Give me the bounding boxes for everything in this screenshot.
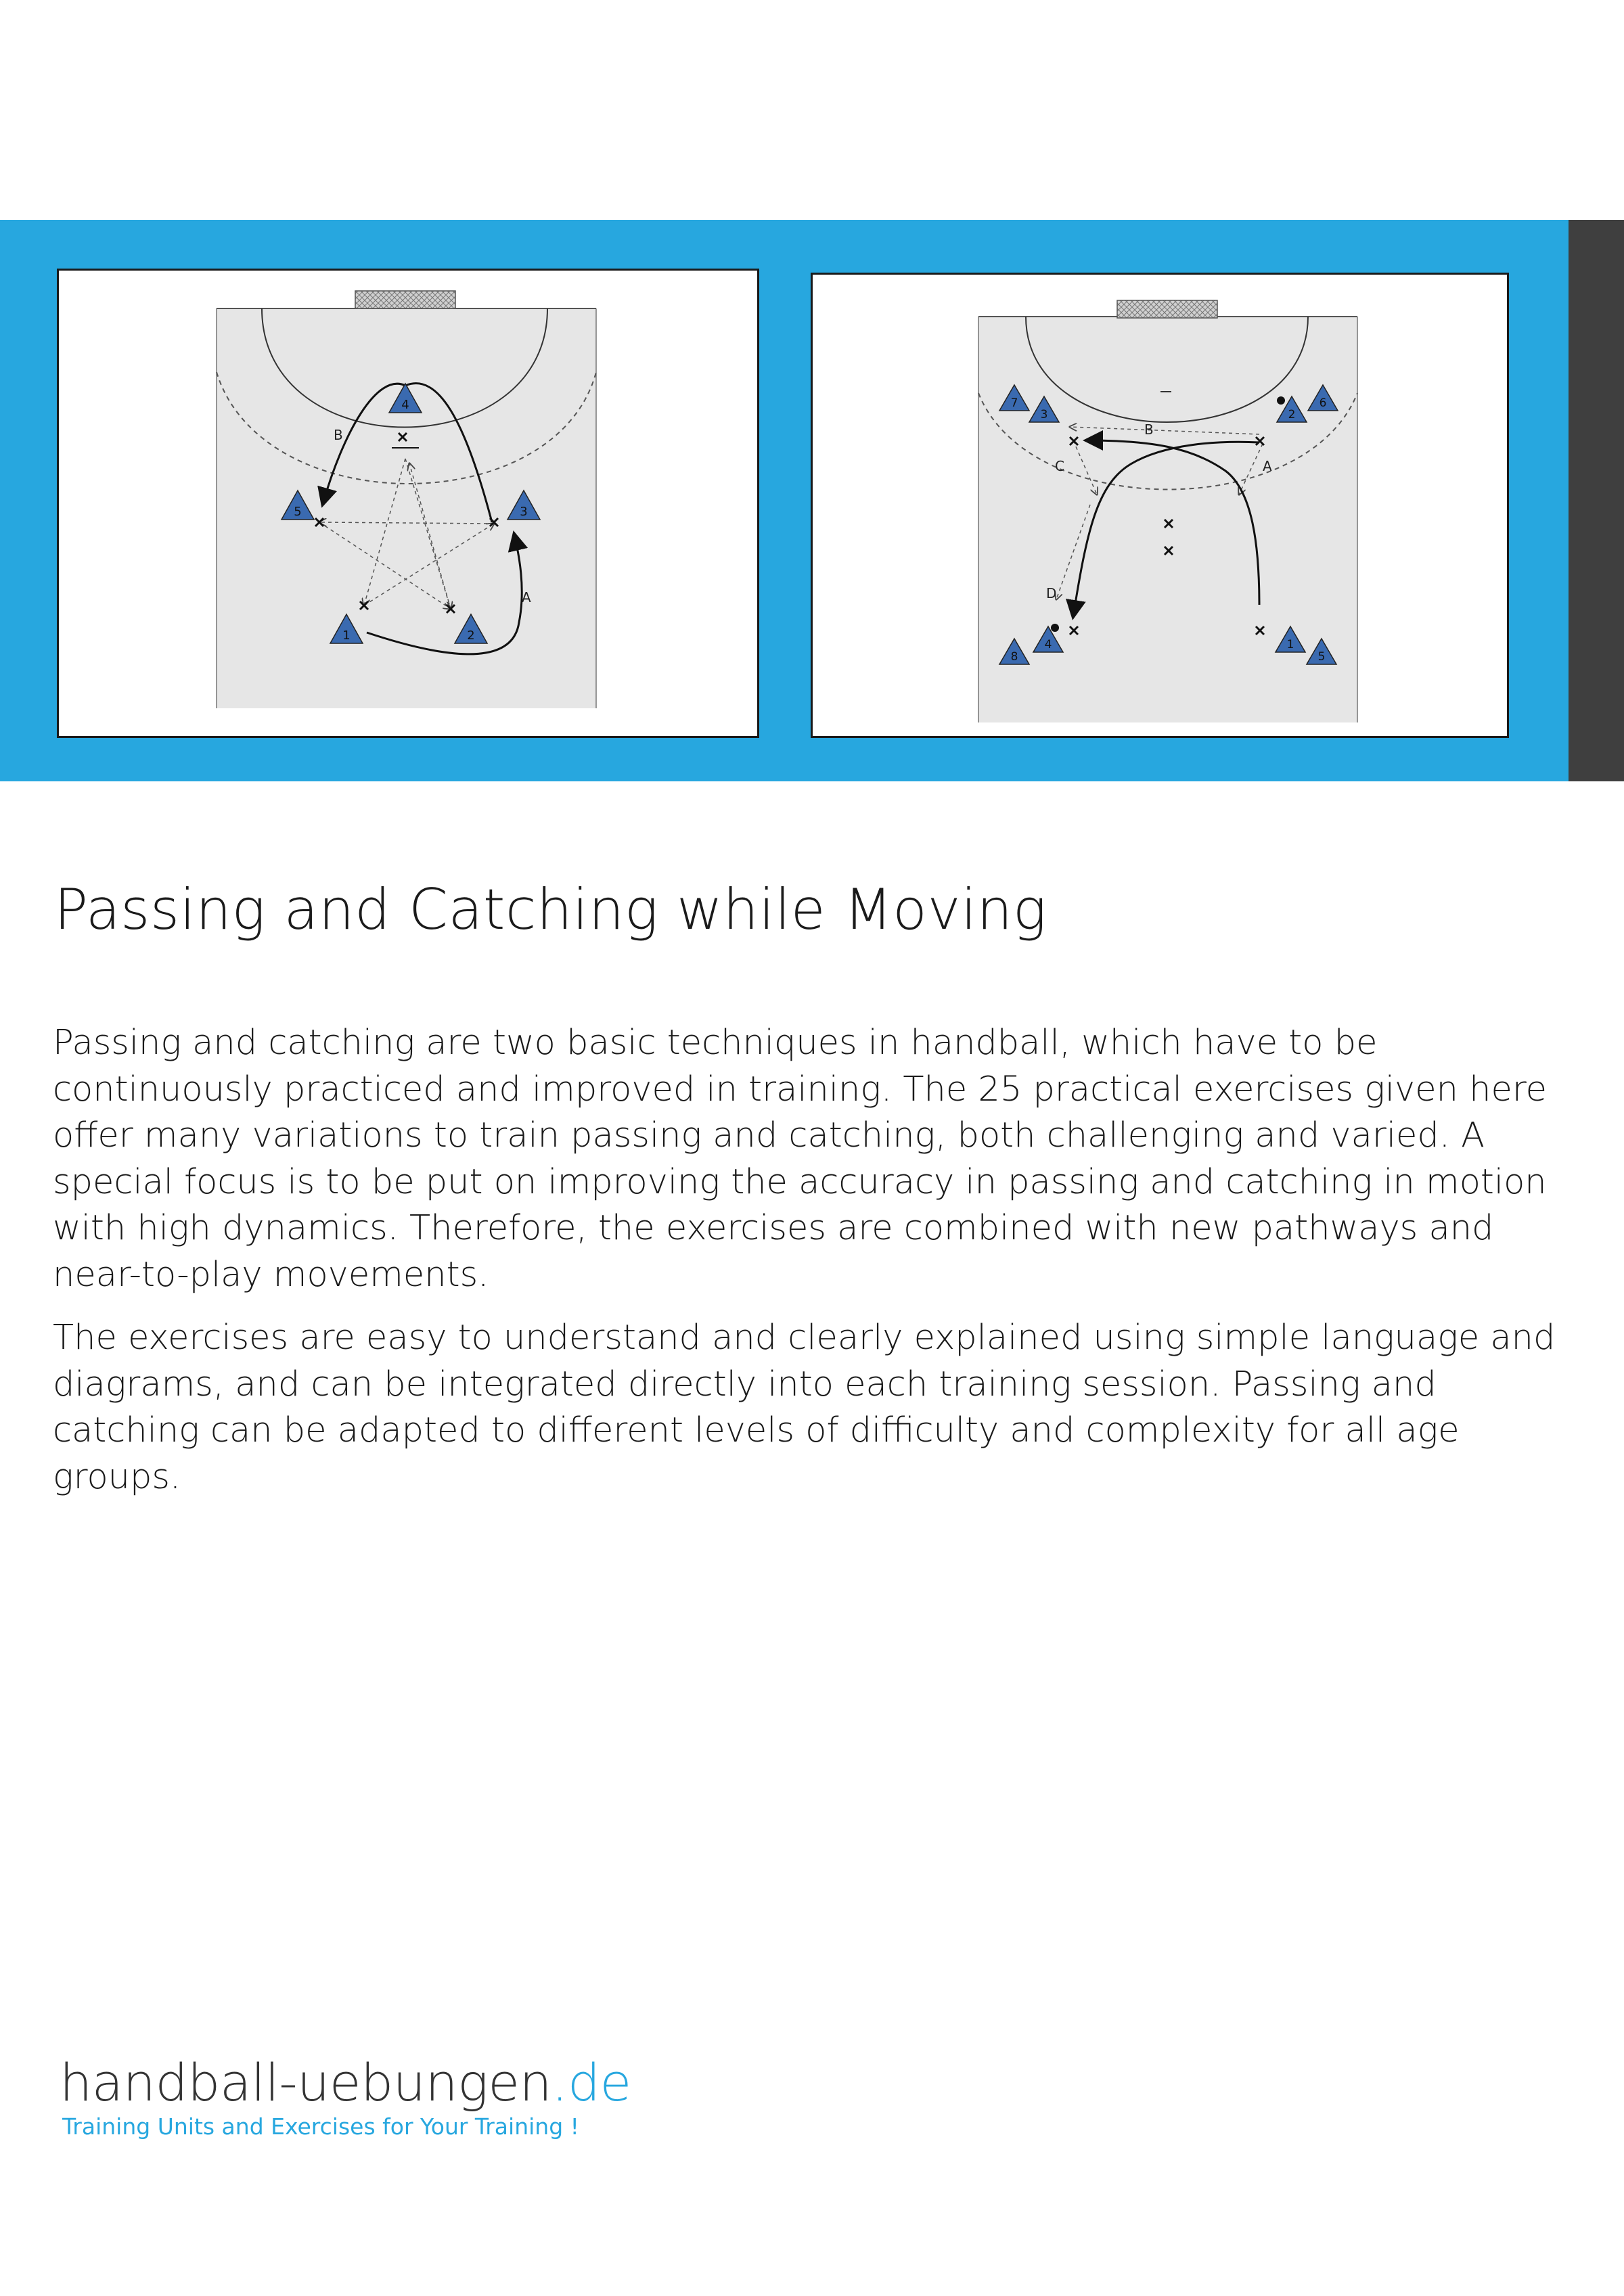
goal-net — [1117, 300, 1217, 318]
text-line: special focus is to be put on improving the accuracy in passing and catching in motion — [53, 1162, 1547, 1202]
svg-text:1: 1 — [342, 628, 351, 643]
svg-text:1: 1 — [1286, 638, 1294, 651]
banner-side-strip — [1569, 220, 1624, 781]
text-line: The exercises are easy to understand and clearly explained using simple language and — [53, 1318, 1556, 1358]
court-diagram-left — [59, 271, 761, 740]
diagram-panel-left — [57, 269, 759, 738]
brand-tagline: Training Units and Exercises for Your Training ! — [62, 2113, 579, 2140]
svg-text:8: 8 — [1010, 650, 1018, 664]
brand-logo[interactable] — [60, 2052, 631, 2113]
text-line: near-to-play movements. — [53, 1254, 489, 1295]
path-label: C — [1055, 458, 1064, 474]
ball — [1277, 396, 1285, 405]
court-diagram-right — [813, 275, 1511, 740]
path-label: A — [522, 589, 531, 605]
path-label: D — [1046, 585, 1057, 601]
goal-net — [355, 291, 455, 308]
svg-text:2: 2 — [467, 628, 475, 643]
text-line: Passing and catching are two basic techniques in handball, which have to be — [53, 1023, 1378, 1063]
path-label: B — [1144, 421, 1154, 438]
text-line: continuously practiced and improved in training. The 25 practical exercises given here — [53, 1069, 1548, 1109]
ball — [1051, 624, 1059, 632]
text-line: diagrams, and can be integrated directly into each training session. Passing and — [53, 1364, 1437, 1404]
court-area — [217, 308, 596, 708]
brand-tld: .de — [551, 2052, 631, 2113]
page-title: Passing and Catching while Moving — [54, 877, 1047, 942]
text-line: groups. — [53, 1456, 181, 1497]
svg-text:3: 3 — [520, 505, 528, 519]
svg-text:3: 3 — [1040, 408, 1048, 421]
svg-text:5: 5 — [294, 505, 302, 519]
diagram-panel-right — [811, 273, 1509, 738]
text-line: with high dynamics. Therefore, the exercises are combined with new pathways and — [53, 1208, 1494, 1248]
svg-text:2: 2 — [1288, 408, 1296, 421]
svg-text:5: 5 — [1317, 650, 1326, 664]
court-area — [978, 317, 1357, 722]
text-line: offer many variations to train passing and catching, both challenging and varied. A — [53, 1116, 1485, 1155]
path-label: A — [1263, 458, 1272, 474]
svg-text:7: 7 — [1010, 396, 1018, 410]
svg-text:4: 4 — [1044, 638, 1052, 651]
path-label: B — [334, 427, 343, 443]
second-paragraph — [53, 1315, 1555, 1500]
diagram-banner — [0, 220, 1624, 781]
svg-text:6: 6 — [1319, 396, 1327, 410]
text-line: catching can be adapted to different levels of difficulty and complexity for all age — [53, 1410, 1460, 1450]
brand-name: handball-uebungen — [60, 2052, 552, 2113]
intro-paragraph — [53, 1020, 1555, 1298]
svg-text:4: 4 — [401, 398, 409, 412]
